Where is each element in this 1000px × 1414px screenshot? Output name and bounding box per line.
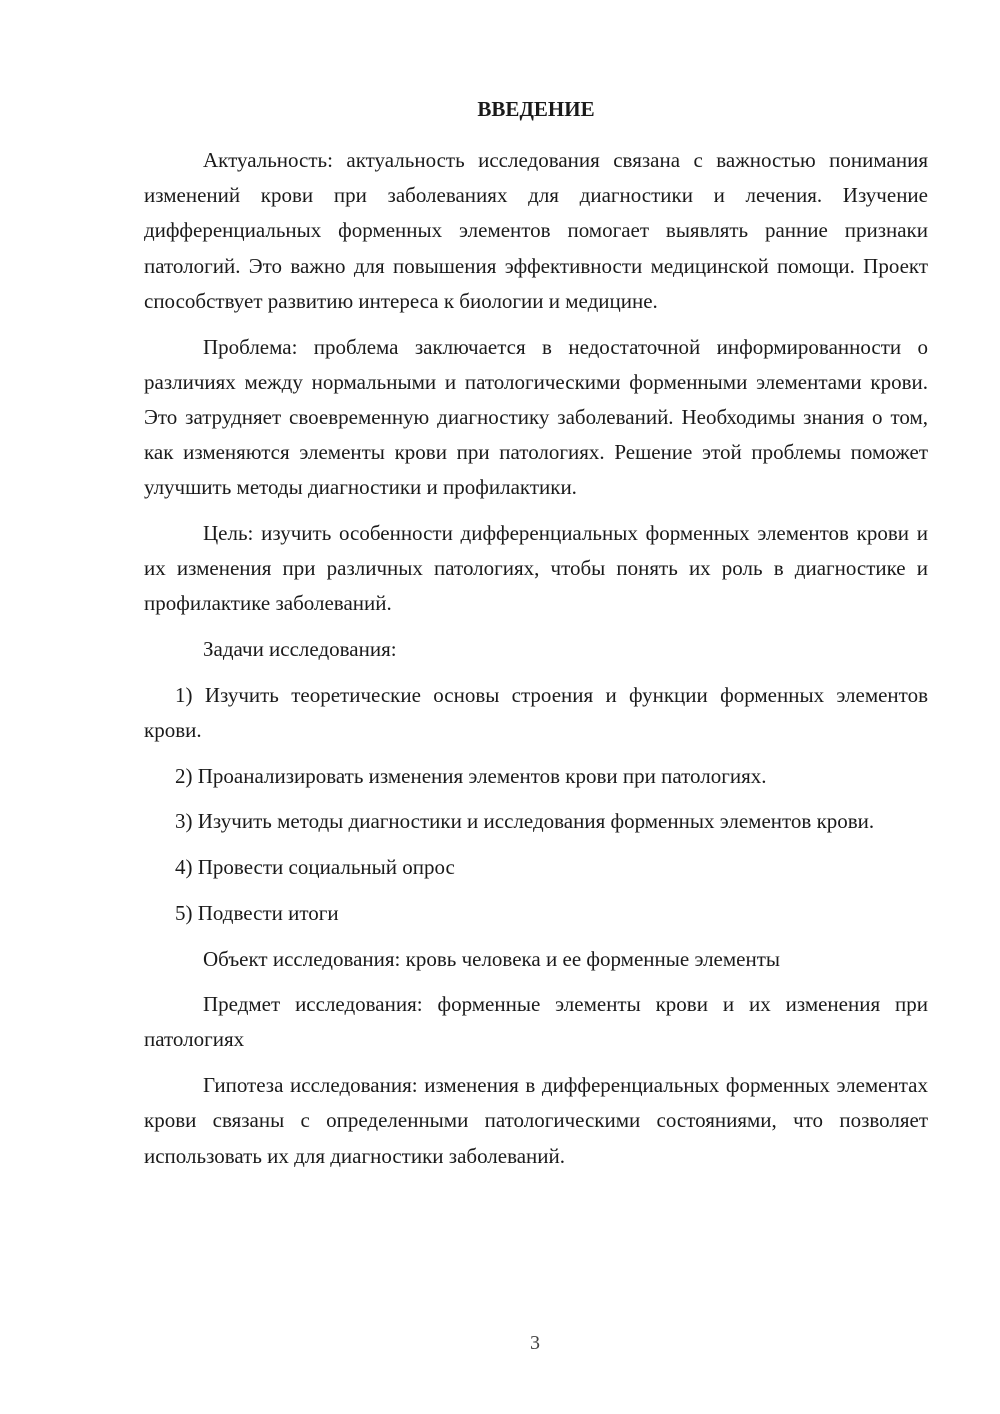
task-item-4: 4) Провести социальный опрос	[175, 855, 455, 880]
goal-paragraph: Цель: изучить особенности дифференциальных форменных элементов крови и их изменения при различных патологиях, чтобы понять их роль в диагностике и профилактике заболеваний.	[144, 521, 928, 616]
hypothesis-paragraph: Гипотеза исследования: изменения в дифференциальных форменных элементах крови связаны с определенными патологическими состояниями, что позволяет использовать их для диагностики заболеваний.	[144, 1073, 928, 1168]
tasks-title: Задачи исследования:	[203, 637, 397, 662]
task-item-2: 2) Проанализировать изменения элементов крови при патологиях.	[175, 763, 767, 788]
task-item-1: 1) Изучить теоретические основы строения и функции форменных элементов крови.	[144, 682, 928, 743]
relevance-paragraph: Актуальность: актуальность исследования связана с важностью понимания изменений крови при заболеваниях для диагностики и лечения. Изучение дифференциальных форменных элементов помогает выявлять ранние признаки патологий. Это важно для повышения эффективности медицинской помощи. Проект способствует развитию интереса к биологии и медицине.	[144, 148, 928, 313]
page-body	[144, 92, 928, 1174]
task-item-3: 3) Изучить методы диагностики и исследования форменных элементов крови.	[175, 809, 875, 834]
task-item-5: 5) Подвести итоги	[175, 900, 339, 925]
object-paragraph: Объект исследования: кровь человека и ее форменные элементы	[203, 946, 781, 971]
subject-paragraph: Предмет исследования: форменные элементы крови и их изменения при патологиях	[144, 992, 928, 1052]
page-number: 3	[530, 1332, 540, 1354]
page-title: ВВЕДЕНИЕ	[477, 97, 595, 121]
problem-paragraph: Проблема: проблема заключается в недостаточной информированности о различиях между нормальными и патологическими форменными элементами крови. Это затрудняет своевременную диагностику заболеваний. Необходимы знания о том, как изменяются элементы крови при патологиях. Решение этой проблемы поможет улучшить методы диагностики и профилактики.	[144, 334, 928, 500]
